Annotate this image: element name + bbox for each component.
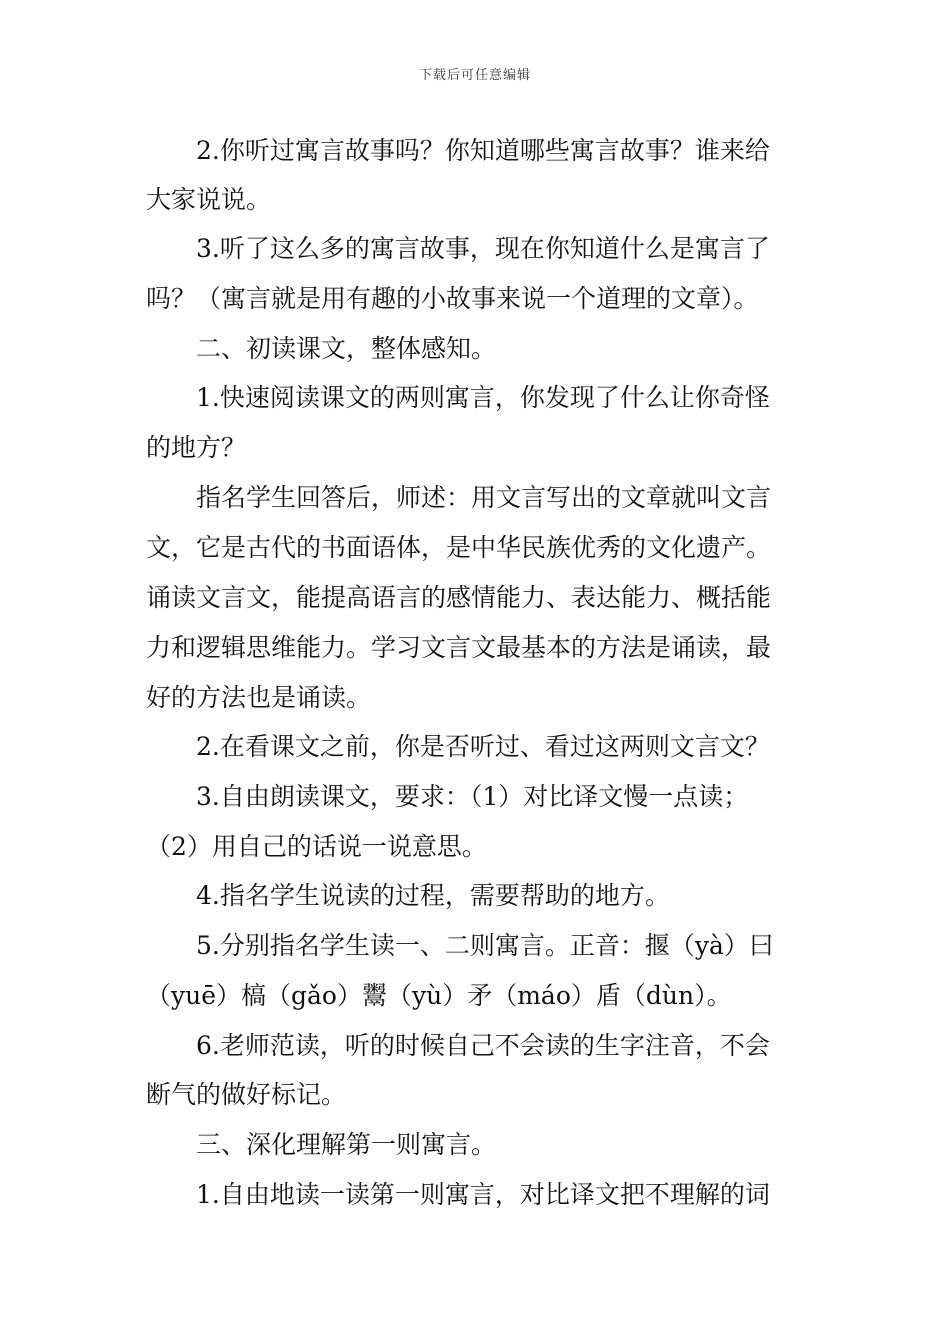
text-line: 力和逻辑思维能力。学习文言文最基本的方法是诵读，最 xyxy=(146,633,772,662)
text-line: 4.指名学生说读的过程，需要帮助的地方。 xyxy=(196,881,670,910)
text-line: 诵读文言文，能提高语言的感情能力、表达能力、概括能 xyxy=(146,583,772,612)
text-line: 2.在看课文之前，你是否听过、看过这两则文言文？ xyxy=(196,732,770,761)
text-line: 1.自由地读一读第一则寓言，对比译文把不理解的词 xyxy=(196,1180,770,1209)
text-line: 好的方法也是诵读。 xyxy=(146,683,372,712)
text-line: 指名学生回答后，师述：用文言写出的文章就叫文言 xyxy=(196,483,772,512)
text-line: 吗？（寓言就是用有趣的小故事来说一个道理的文章）。 xyxy=(146,284,759,313)
text-line: 6.老师范读，听的时候自己不会读的生字注音，不会 xyxy=(196,1031,770,1060)
text-line: 5.分别指名学生读一、二则寓言。正音：揠（yà）曰 xyxy=(196,931,774,960)
text-line: 2.你听过寓言故事吗？你知道哪些寓言故事？谁来给 xyxy=(196,136,770,165)
text-line: 的地方？ xyxy=(146,433,247,462)
text-line: 3.听了这么多的寓言故事，现在你知道什么是寓言了 xyxy=(196,234,770,263)
section-heading: 三、深化理解第一则寓言。 xyxy=(196,1130,497,1159)
text-line: 3.自由朗读课文，要求：（1）对比译文慢一点读； xyxy=(196,782,749,811)
text-line: （yuē）槁（gǎo）鬻（yù）矛（máo）盾（dùn）。 xyxy=(146,981,732,1010)
page-header: 下载后可任意编辑 xyxy=(418,68,531,83)
text-line: 断气的做好标记。 xyxy=(146,1080,347,1109)
text-line: （2）用自己的话说一说意思。 xyxy=(146,832,487,861)
text-line: 大家说说。 xyxy=(146,185,272,214)
text-line: 1.快速阅读课文的两则寓言，你发现了什么让你奇怪 xyxy=(196,383,770,412)
text-line: 文，它是古代的书面语体，是中华民族优秀的文化遗产。 xyxy=(146,533,772,562)
section-heading: 二、初读课文，整体感知。 xyxy=(196,334,497,363)
